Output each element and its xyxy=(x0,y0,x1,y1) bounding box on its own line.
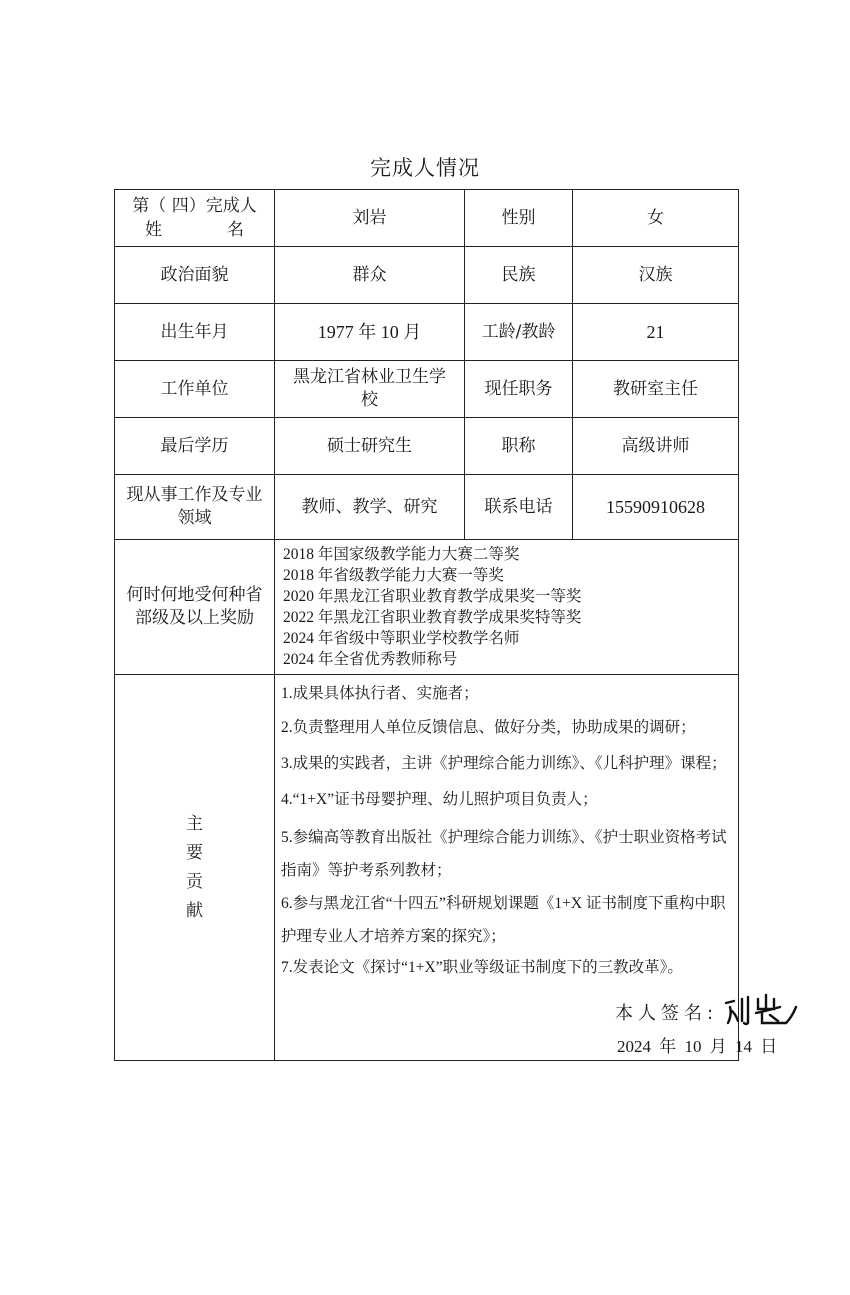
contributions-content xyxy=(275,675,778,1061)
signature-label: 本人签名: xyxy=(615,1002,719,1024)
phone-label: 联系电话 xyxy=(465,475,573,540)
list-item: 2018 年省级教学能力大赛一等奖 xyxy=(283,567,504,584)
list-item: 2018 年国家级教学能力大赛二等奖 xyxy=(283,546,520,563)
table-row xyxy=(115,418,739,475)
contributions-label-char: 献 xyxy=(186,900,203,921)
signature-block xyxy=(615,993,850,1059)
list-item: 2.负责整理用人单位反馈信息、做好分类，协助成果的调研； xyxy=(281,719,696,736)
handwritten-signature xyxy=(722,993,802,1034)
employer-value: 黑龙江省林业卫生学校 xyxy=(275,361,465,418)
list-item: 7.发表论文《探讨“1+X”职业等级证书制度下的三教改革》。 xyxy=(281,959,683,976)
ethnicity-label: 民族 xyxy=(465,247,573,304)
list-item: 3.成果的实践者，主讲《护理综合能力训练》、《儿科护理》课程； xyxy=(281,755,727,772)
name-value: 刘岩 xyxy=(275,190,465,247)
list-item: 2024 年省级中等职业学校教学名师 xyxy=(283,630,520,647)
education-value: 硕士研究生 xyxy=(275,418,465,475)
contributions-label-char: 贡 xyxy=(186,871,203,892)
politics-value: 群众 xyxy=(275,247,465,304)
list-item: 2020 年黑龙江省职业教育教学成果奖一等奖 xyxy=(283,588,582,605)
list-item: 2022 年黑龙江省职业教育教学成果奖特等奖 xyxy=(283,609,582,626)
name-label-line1: 第（ 四）完成人 xyxy=(132,196,257,216)
birth-value: 1977 年 10 月 xyxy=(275,304,465,361)
contributions-label-vertical xyxy=(183,810,207,926)
gender-value: 女 xyxy=(573,190,739,247)
seniority-label: 工龄/教龄 xyxy=(465,304,573,361)
table-row xyxy=(115,675,739,1061)
seniority-value: 21 xyxy=(573,304,739,361)
list-item: 2024 年全省优秀教师称号 xyxy=(283,651,458,668)
signature-date: 2024 年 10 月 14 日 xyxy=(617,1037,778,1057)
table-row xyxy=(115,304,739,361)
birth-label: 出生年月 xyxy=(115,304,275,361)
info-table xyxy=(114,189,778,1061)
awards-list xyxy=(275,540,739,675)
gender-label: 性别 xyxy=(465,190,573,247)
name-label-line2 xyxy=(119,218,270,242)
table-row xyxy=(115,190,739,247)
education-label: 最后学历 xyxy=(115,418,275,475)
title-label: 职称 xyxy=(465,418,573,475)
field-label: 现从事工作及专业领域 xyxy=(115,475,275,540)
name-label-cell xyxy=(115,190,275,247)
name-label-char-1: 姓 xyxy=(145,220,162,240)
list-item: 4.“1+X”证书母婴护理、幼儿照护项目负责人； xyxy=(281,791,598,808)
table-row xyxy=(115,361,739,418)
list-item: 1.成果具体执行者、实施者； xyxy=(281,685,479,702)
signature-line xyxy=(615,993,850,1034)
list-item: 6.参与黑龙江省“十四五”科研规划课题《1+X 证书制度下重构中职护理专业人才培养方案的探究》； xyxy=(281,895,726,945)
contributions-label-char: 要 xyxy=(186,842,203,863)
employer-label: 工作单位 xyxy=(115,361,275,418)
name-label-char-2: 名 xyxy=(227,220,244,240)
position-label: 现任职务 xyxy=(465,361,573,418)
table-row xyxy=(115,540,739,675)
title-value: 高级讲师 xyxy=(573,418,739,475)
awards-label: 何时何地受何种省部级及以上奖励 xyxy=(115,540,275,675)
list-item: 5.参编高等教育出版社《护理综合能力训练》、《护士职业资格考试指南》等护考系列教材； xyxy=(281,829,727,879)
table-row xyxy=(115,247,739,304)
field-value: 教师、教学、研究 xyxy=(275,475,465,540)
contributions-label xyxy=(115,675,275,1061)
phone-value: 15590910628 xyxy=(573,475,739,540)
politics-label: 政治面貌 xyxy=(115,247,275,304)
table-row xyxy=(115,475,739,540)
contributions-label-char: 主 xyxy=(186,813,203,834)
page-title: 完成人情况 xyxy=(370,156,480,180)
ethnicity-value: 汉族 xyxy=(573,247,739,304)
position-value: 教研室主任 xyxy=(573,361,739,418)
